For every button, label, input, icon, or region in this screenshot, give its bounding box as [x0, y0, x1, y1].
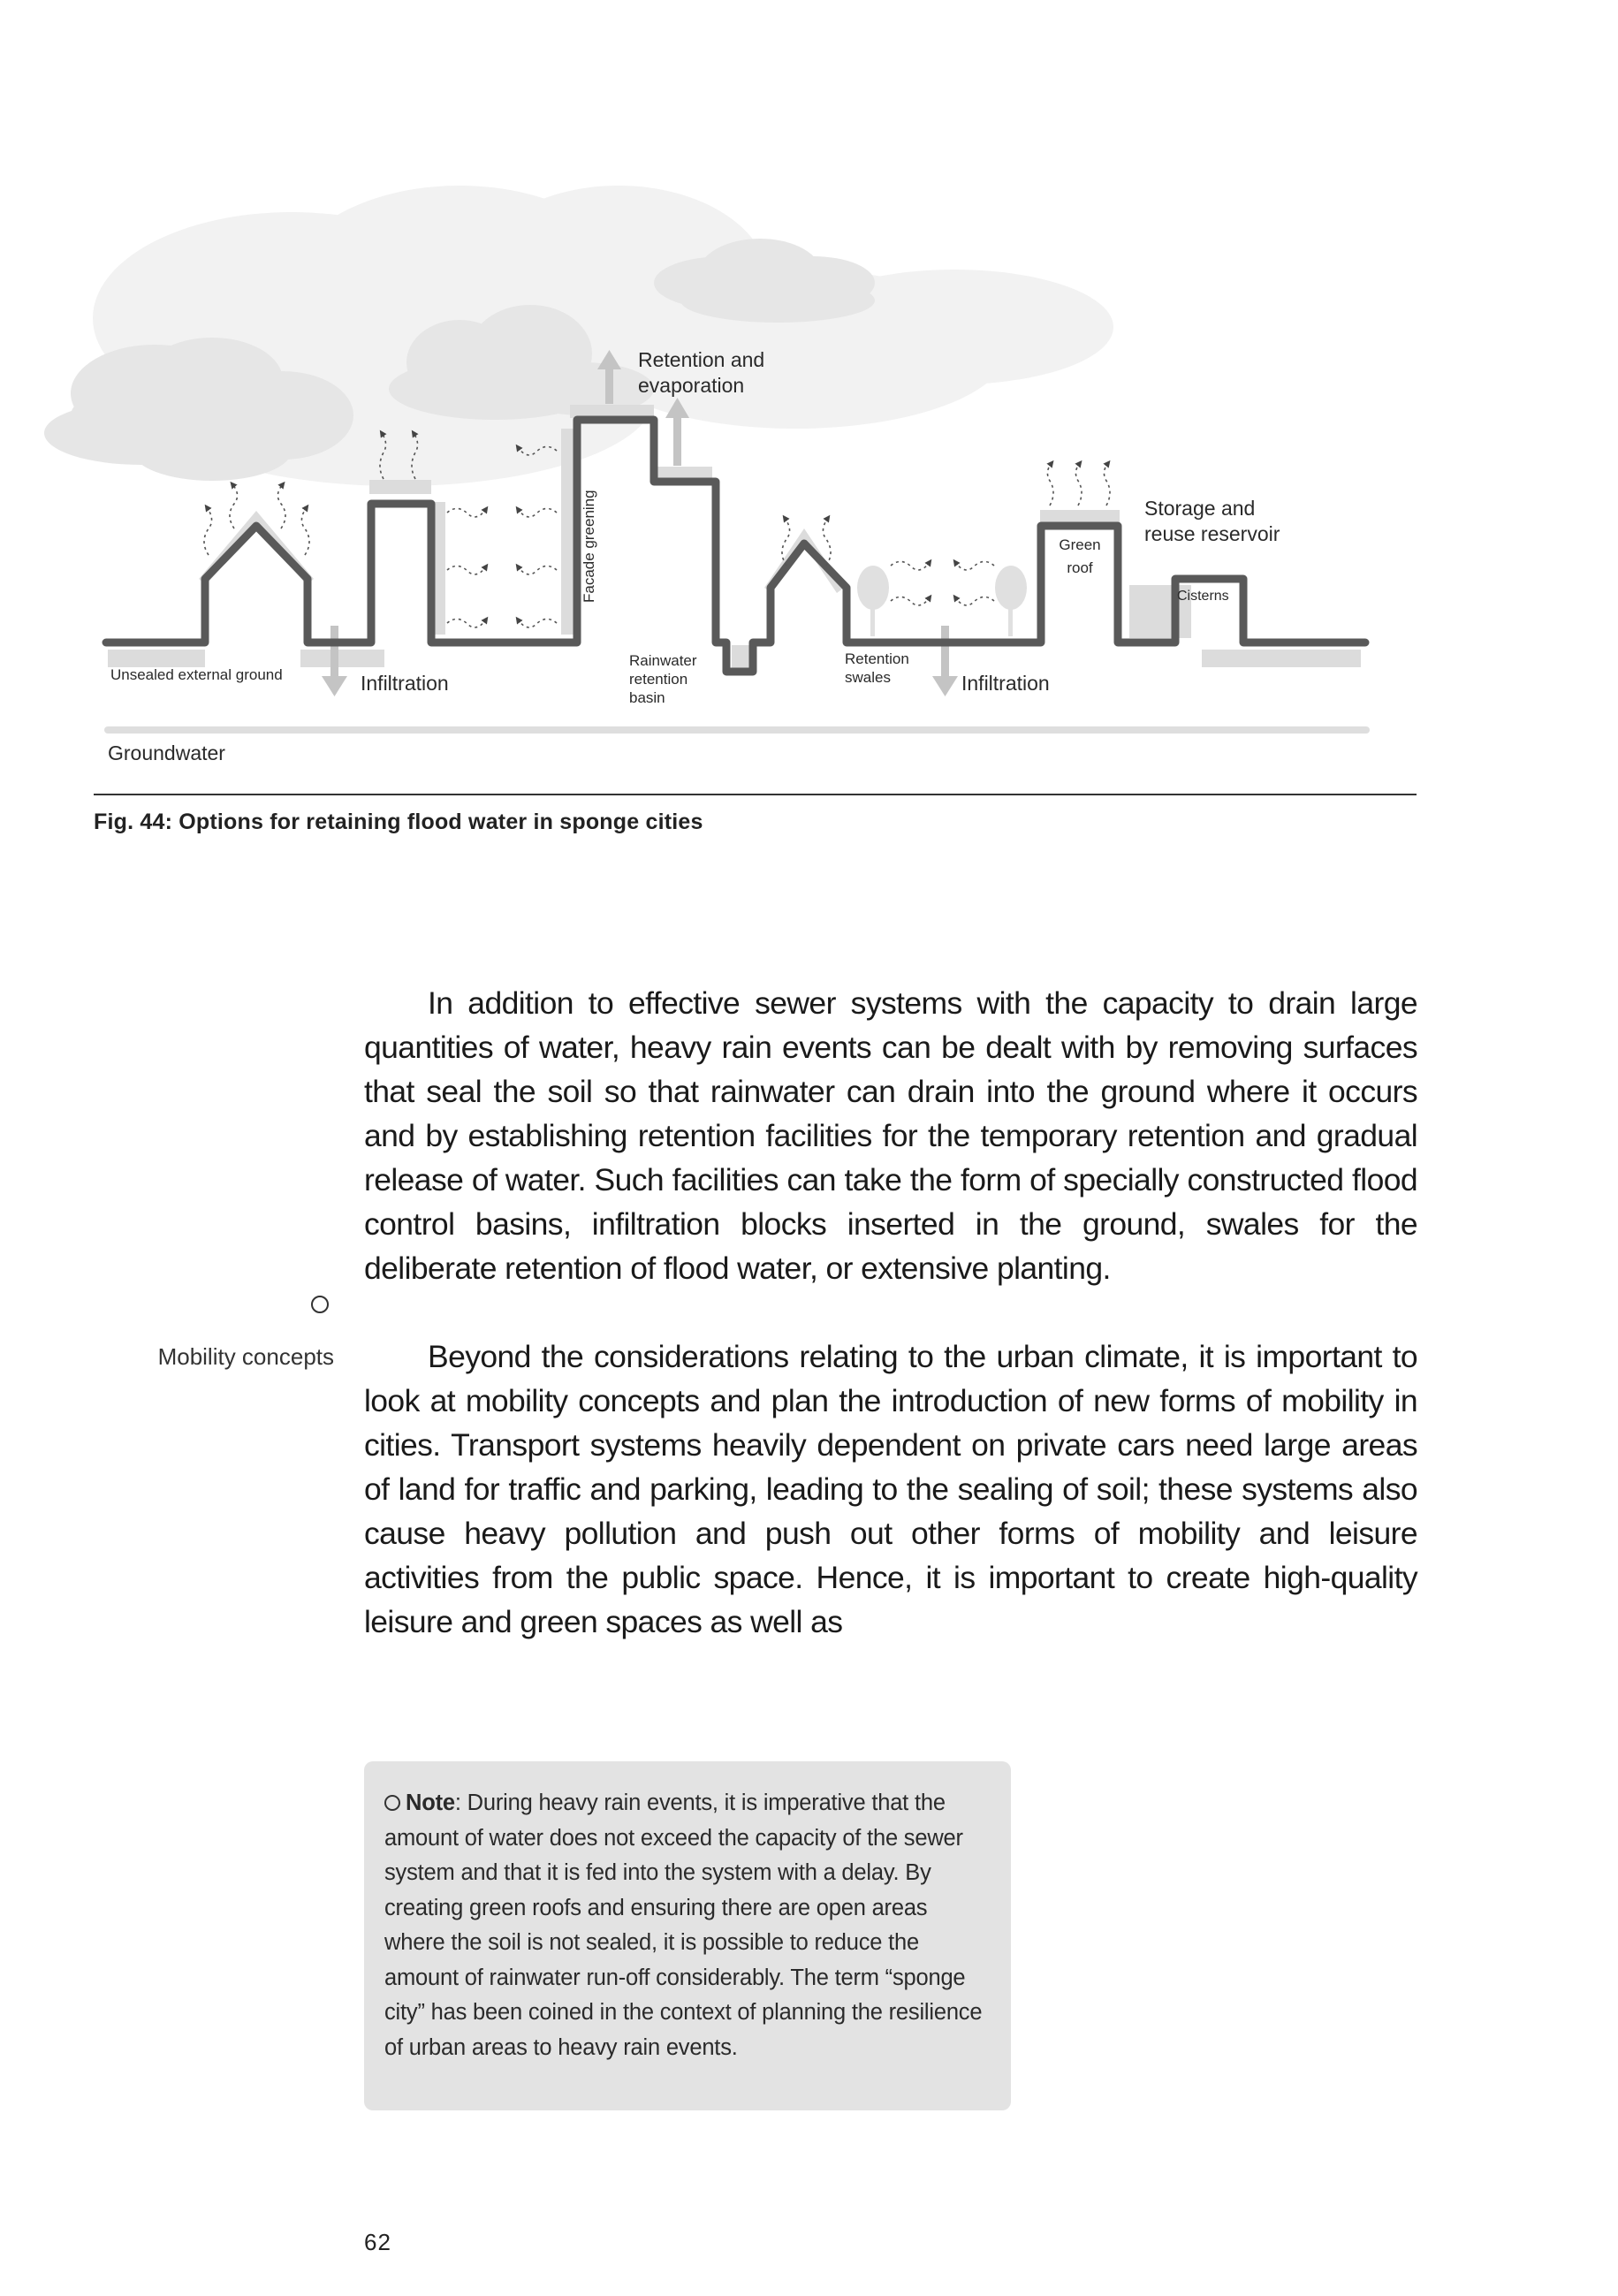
body-paragraph-2-container	[364, 1334, 1417, 1644]
margin-label-mobility: Mobility concepts	[157, 1343, 334, 1370]
label-green-roof-1: Green	[1059, 536, 1101, 553]
label-rainwater-basin-2: retention	[629, 671, 688, 688]
label-storage-2: reuse reservoir	[1144, 522, 1280, 545]
label-infiltration-right: Infiltration	[961, 672, 1050, 695]
note-circle-icon	[384, 1795, 400, 1811]
caption-divider	[94, 794, 1417, 795]
note-text: : During heavy rain events, it is imperative that the amount of water does not exceed the capacity of the sewer system and that it is fed into the system with a delay. By creating green roofs and ensuring there are open areas where the soil is not sealed, it is possible to reduce the amount of rainwater run-off considerably. The term “sponge city” has been coined in the context of planning the resilience of urban areas to heavy rain events.	[384, 1790, 983, 2060]
margin-circle-icon	[311, 1296, 329, 1313]
label-retention-evaporation-1: Retention and	[638, 348, 765, 371]
sponge-city-figure	[0, 0, 1618, 795]
label-storage-1: Storage and	[1144, 497, 1256, 520]
label-infiltration-left: Infiltration	[361, 672, 449, 695]
note-box	[364, 1761, 1011, 2110]
note-title: Note	[406, 1790, 455, 1815]
label-rainwater-basin-3: basin	[629, 689, 665, 706]
label-retention-evaporation-2: evaporation	[638, 374, 745, 397]
label-unsealed-ground: Unsealed external ground	[110, 666, 283, 683]
note-content	[384, 1786, 993, 2065]
figure-caption: Fig. 44: Options for retaining flood water in sponge cities	[94, 810, 703, 834]
label-green-roof-2: roof	[1067, 559, 1093, 576]
label-facade-greening: Facade greening	[581, 490, 597, 603]
page-number: 62	[364, 2229, 391, 2255]
label-rainwater-basin-1: Rainwater	[629, 652, 697, 669]
body-paragraph-2: Beyond the considerations relating to the urban climate, it is important to look at mobility concepts and plan the introduction of new forms of mobility in cities. Transport systems heavily dependent on private cars need large areas of land for traffic and parking, leading to the sealing of soil; these systems also cause heavy pollution and push out other forms of mobility and leisure activities from the public space. Hence, it is important to create high-quality leisure and green spaces as well as	[364, 1339, 1417, 1639]
label-retention-swales-1: Retention	[845, 650, 909, 667]
body-paragraph-1: In addition to effective sewer systems with the capacity to drain large quantities of water, heavy rain events can be dealt with by removing surfaces that seal the soil so that rainwater can drain into the ground where it occurs and by establishing retention facilities for the temporary retention and gradual release of water. Such facilities can take the form of specially constructed flood control basins, infiltration blocks inserted in the ground, swales for the deliberate retention of flood water, or extensive planting.	[364, 985, 1417, 1286]
label-retention-swales-2: swales	[845, 669, 891, 686]
label-cisterns: Cisterns	[1177, 589, 1229, 604]
label-groundwater: Groundwater	[108, 741, 225, 764]
body-paragraph-1-container	[364, 981, 1417, 1290]
groundwater-bar	[104, 726, 1370, 734]
